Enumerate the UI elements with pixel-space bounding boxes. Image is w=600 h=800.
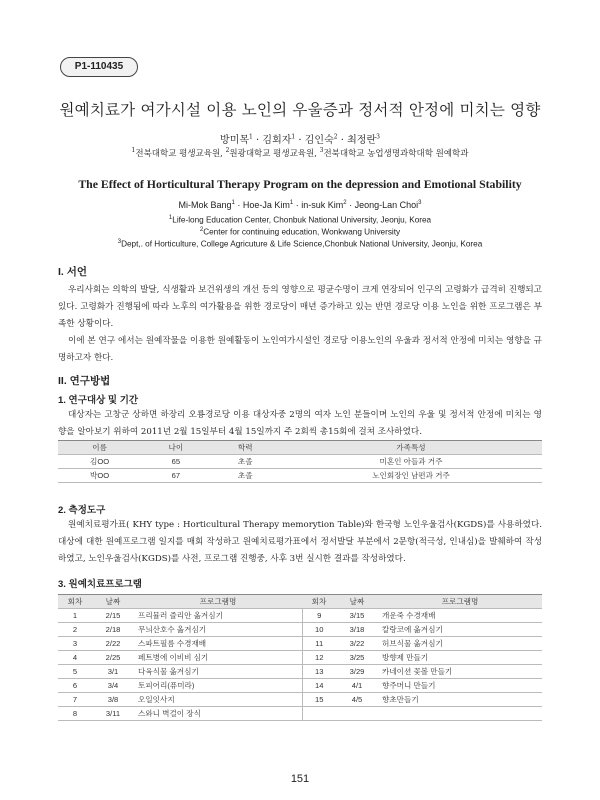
authors-korean: 방미목$^1$ · 김회자$^1$ · 김인숙$^2$ · 최정란$^3$	[220, 133, 380, 146]
table-cell: 3/29	[336, 665, 378, 679]
affiliation: 원광대학교 평생교육원,	[229, 149, 320, 159]
table-cell: 3/18	[336, 623, 378, 637]
table-cell: 스와니 벽걸이 장식	[134, 707, 302, 721]
title-korean: 원예치료가 여가시설 이용 노인의 우울증과 정서적 안정에 미치는 영향	[59, 101, 541, 119]
poster-id-badge: P1-110435	[60, 57, 138, 77]
header-cell: 회차	[302, 595, 336, 609]
table-cell: 3/22	[336, 637, 378, 651]
table-cell: 허브식물 옮겨심기	[378, 637, 542, 651]
table-row	[58, 679, 542, 693]
table-cell: 3	[58, 637, 92, 651]
author-sup: 2	[343, 200, 347, 206]
header-cell: 날짜	[336, 595, 378, 609]
instruments-paragraph	[58, 517, 542, 568]
table-cell: 4/1	[336, 679, 378, 693]
header-cell: 나이	[141, 441, 210, 455]
header-cell: 학력	[211, 441, 280, 455]
header-cell: 프로그램명	[134, 595, 302, 609]
table-cell: 2	[58, 623, 92, 637]
table-cell: 3/15	[336, 609, 378, 623]
author-sup: 2	[333, 133, 338, 141]
table-cell: 초졸	[211, 455, 280, 469]
table-row	[58, 455, 542, 469]
subjects-table	[58, 440, 542, 483]
table-cell: 65	[141, 455, 210, 469]
paragraph-text: 원예치료평가표( KHY type : Horticultural Therapy memorytion Table)와 한국형 노인우울검사(KGDS)를 사용하였다. 대상에 대한 원예프로그램 일지를 매회 작성하고 원예치료평가표에서 정서발달 부분에서 2문항(적극성, 인내심)을 발췌하여 작성하였고, 노인우울검사(KGDS)를 사전, 프로그램 진행중, 사후 3번 실시한 결과를 작성하였다.	[58, 520, 542, 564]
aff-sup: 1	[168, 215, 173, 221]
program-table-body	[58, 609, 542, 721]
table-cell: 10	[302, 623, 336, 637]
table-cell: 7	[58, 693, 92, 707]
author-sup: 1	[249, 133, 253, 141]
table-cell: 12	[302, 651, 336, 665]
aff-sup: 1	[131, 147, 136, 155]
table-cell: 페트병에 이비비 심기	[134, 651, 302, 665]
subsection-heading-subjects: 1. 연구대상 및 기간	[58, 395, 139, 406]
author-sup: 1	[291, 133, 296, 141]
table-cell: 다육식물 옮겨심기	[134, 665, 302, 679]
program-table	[58, 594, 542, 721]
table-cell: 2/22	[92, 637, 134, 651]
table-cell: 3/1	[92, 665, 134, 679]
table-cell: 스파트필름 수경재배	[134, 637, 302, 651]
table-cell: 방향제 만들기	[378, 651, 542, 665]
table-cell: 개운죽 수경재배	[378, 609, 542, 623]
affiliation-english-2	[0, 227, 600, 237]
table-cell: 칼랑코에 옮겨심기	[378, 623, 542, 637]
table-row	[58, 707, 542, 721]
table-row	[58, 651, 542, 665]
table-cell: 2/25	[92, 651, 134, 665]
author-name: 최정란	[347, 135, 377, 146]
author-name: in-suk Kim	[301, 200, 344, 210]
introduction-paragraph-2	[58, 333, 542, 367]
author-name: 김인숙	[304, 135, 334, 146]
table-cell: 15	[302, 693, 336, 707]
table-cell	[378, 707, 542, 721]
table-cell: 박OO	[58, 469, 141, 483]
affiliation-english-1	[0, 215, 600, 225]
table-cell	[336, 707, 378, 721]
table-cell: 9	[302, 609, 336, 623]
table-cell: 5	[58, 665, 92, 679]
table-cell: 1	[58, 609, 92, 623]
aff-sup: 3	[117, 239, 122, 245]
table-row	[58, 637, 542, 651]
table-row	[58, 609, 542, 623]
table-cell: 프리뮬러 즐리안 옮겨심기	[134, 609, 302, 623]
affiliation-english-3	[0, 239, 600, 249]
table-row	[58, 693, 542, 707]
table-cell: 노인회장인 남편과 거주	[280, 469, 542, 483]
section-heading-introduction: I. 서언	[58, 266, 88, 278]
section-heading-methods: II. 연구방법	[58, 375, 111, 387]
table-cell: 67	[141, 469, 210, 483]
table-cell: 3/11	[92, 707, 134, 721]
table-row	[58, 623, 542, 637]
table-cell: 6	[58, 679, 92, 693]
page-number: 151	[290, 773, 310, 785]
table-cell: 김OO	[58, 455, 141, 469]
author-name: 김회자	[262, 135, 292, 146]
paragraph-text: 이에 본 연구 에서는 원예작물을 이용한 원예활동이 노인여가시설인 경로당 이용노인의 우울과 정서적 안정에 미치는 영향을 규명하고자 한다.	[58, 336, 542, 363]
table-cell	[302, 707, 336, 721]
table-row	[58, 469, 542, 483]
header-cell: 회차	[58, 595, 92, 609]
affiliation: 전북대학교 평생교육원,	[135, 149, 226, 159]
table-cell: 초졸	[211, 469, 280, 483]
table-cell: 미혼인 아들과 거주	[280, 455, 542, 469]
table-cell: 4	[58, 651, 92, 665]
paragraph-text: 우리사회는 의학의 발달, 식생활과 보건위생의 개선 등의 영향으로 평균수명이 크게 연장되어 인구의 고령화가 급격히 진행되고 있다. 고령화가 진행됨에 따라 노후의 여가활용을 위한 경로당이 매년 증가하고 있는 반면 경로당 이용 노인을 위한 프로그램은 부족한 상황이다.	[58, 285, 542, 329]
aff-sup: 2	[199, 227, 204, 233]
table-cell: 토피어리(퓨미라)	[134, 679, 302, 693]
author-sup: 1	[231, 200, 235, 206]
table-cell: 13	[302, 665, 336, 679]
table-cell: 무늬산호수 옮겨심기	[134, 623, 302, 637]
subsection-heading-program: 3. 원예치료프로그램	[58, 579, 142, 590]
title-english: The Effect of Horticultural Therapy Program on the depression and Emotional Stability	[78, 177, 522, 191]
table-cell: 3/4	[92, 679, 134, 693]
author-name: 방미목	[220, 135, 250, 146]
affiliations-korean	[0, 147, 600, 159]
subjects-paragraph	[58, 407, 542, 441]
introduction-paragraph-1	[58, 282, 542, 333]
table-header-row	[58, 595, 542, 609]
table-cell: 14	[302, 679, 336, 693]
aff-sup: 2	[225, 147, 230, 155]
header-cell: 가족특성	[280, 441, 542, 455]
table-header-row	[58, 441, 542, 455]
author-name: Jeong-Lan Choi	[354, 200, 419, 210]
table-cell: 향초만들기	[378, 693, 542, 707]
header-cell: 프로그램명	[378, 595, 542, 609]
author-name: Hoe-Ja Kim	[242, 200, 290, 210]
table-cell: 8	[58, 707, 92, 721]
table-row	[58, 665, 542, 679]
author-name: Mi-Mok Bang	[178, 200, 232, 210]
table-cell: 11	[302, 637, 336, 651]
affiliation: Center for continuing education, Wonkwang University	[203, 227, 401, 237]
author-sup: 3	[418, 200, 422, 206]
affiliation: Life-long Education Center, Chonbuk National University, Jeonju, Korea	[172, 215, 432, 225]
header-cell: 이름	[58, 441, 141, 455]
table-cell: 2/15	[92, 609, 134, 623]
table-cell: 카네이션 꽃볼 만들기	[378, 665, 542, 679]
header-cell: 날짜	[92, 595, 134, 609]
author-sup: 1	[289, 200, 294, 206]
authors-english: Mi-Mok Bang$^1$ · Hoe-Ja Kim$^1$ · in-suk Kim$^2$ · Jeong-Lan Choi$^3$	[178, 200, 422, 210]
aff-sup: 3	[319, 147, 324, 155]
paragraph-text: 대상자는 고창군 상하면 하장리 오룡경로당 이용 대상자중 2명의 여자 노인 분들이며 노인의 우울 및 정서적 안정에 미치는 영향을 알아보기 위하여 2011년 2월 15일부터 4월 15일까지 주 2회씩 총15회에 걸쳐 조사하였다.	[58, 410, 542, 437]
table-cell: 오일잇사지	[134, 693, 302, 707]
table-cell: 2/18	[92, 623, 134, 637]
affiliation: 전북대학교 농업생명과학대학 원예학과	[323, 149, 469, 159]
subsection-heading-instruments: 2. 측정도구	[58, 505, 106, 516]
table-cell: 3/25	[336, 651, 378, 665]
table-cell: 3/8	[92, 693, 134, 707]
table-cell: 4/5	[336, 693, 378, 707]
affiliation: Dept,. of Horticulture, College Agricuture & Life Science,Chonbuk National University, Jeonju, Korea	[121, 239, 483, 249]
table-cell: 향주머니 만들기	[378, 679, 542, 693]
author-sup: 3	[376, 133, 380, 141]
